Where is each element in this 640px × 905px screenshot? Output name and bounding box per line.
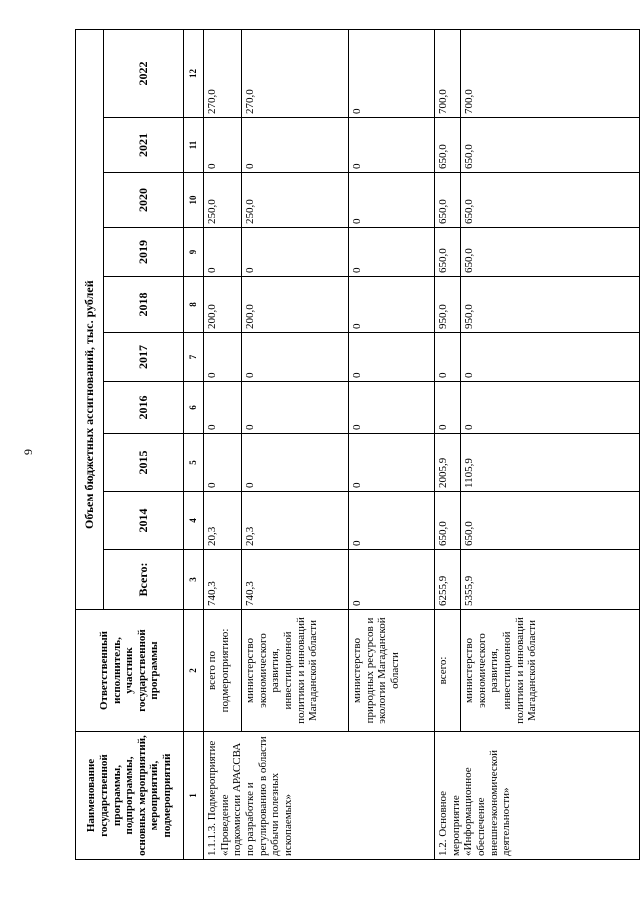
row-value: 0 xyxy=(349,228,435,277)
row-value: 0 xyxy=(435,382,461,434)
column-number: 8 xyxy=(184,277,204,333)
header-year: 2018 xyxy=(104,277,184,333)
column-number: 1 xyxy=(184,732,204,860)
row-value: 0 xyxy=(204,333,242,382)
row-value: 200,0 xyxy=(204,277,242,333)
row-executor: всего: xyxy=(435,610,461,732)
row-value: 650,0 xyxy=(461,492,640,550)
header-year: 2021 xyxy=(104,118,184,173)
row-value: 650,0 xyxy=(461,118,640,173)
column-number: 7 xyxy=(184,333,204,382)
column-number: 4 xyxy=(184,492,204,550)
row-value: 650,0 xyxy=(435,173,461,228)
column-number: 2 xyxy=(184,610,204,732)
row-executor: министерство экономического развития, инвестиционной политики и инноваций Магаданской области xyxy=(242,610,349,732)
row-value: 20,3 xyxy=(204,492,242,550)
row-value: 0 xyxy=(349,434,435,492)
row-value: 700,0 xyxy=(435,29,461,117)
header-year: 2022 xyxy=(104,29,184,117)
row-value: 0 xyxy=(204,434,242,492)
row-value: 0 xyxy=(435,333,461,382)
header-year: 2019 xyxy=(104,228,184,277)
row-value: 6255,9 xyxy=(435,550,461,610)
header-executor: Ответственный исполнитель, участник государственной программы xyxy=(76,610,184,732)
row-name: 1.1.1.3. Подмероприятие «Проведение подкомиссии АРАССВА по разработке и регулированию в области добычи полезных ископаемых» xyxy=(204,732,435,860)
column-number: 9 xyxy=(184,228,204,277)
header-name: Наименование государственной программы, подпрограммы, основных мероприятий, мероприятий, подмероприятий xyxy=(76,732,184,860)
table-row xyxy=(435,29,461,859)
row-name: 1.2. Основное мероприятие «Информационное обеспечение внешнеэкономической деятельности» xyxy=(435,732,640,860)
row-value: 650,0 xyxy=(461,173,640,228)
row-executor: министерство экономического развития, инвестиционной политики и инноваций Магаданской области xyxy=(461,610,640,732)
row-value: 0 xyxy=(349,550,435,610)
row-value: 0 xyxy=(349,118,435,173)
page-number: 9 xyxy=(21,449,35,455)
budget-table xyxy=(75,29,640,860)
row-value: 270,0 xyxy=(242,29,349,117)
row-value: 250,0 xyxy=(242,173,349,228)
row-value: 0 xyxy=(461,333,640,382)
header-year: 2015 xyxy=(104,434,184,492)
header-year: 2020 xyxy=(104,173,184,228)
column-number: 11 xyxy=(184,118,204,173)
row-value: 0 xyxy=(242,228,349,277)
row-value: 0 xyxy=(242,333,349,382)
row-value: 0 xyxy=(349,173,435,228)
row-value: 950,0 xyxy=(435,277,461,333)
row-value: 0 xyxy=(242,382,349,434)
row-value: 650,0 xyxy=(435,118,461,173)
column-number: 10 xyxy=(184,173,204,228)
header-year: 2017 xyxy=(104,333,184,382)
row-value: 2005,9 xyxy=(435,434,461,492)
row-value: 700,0 xyxy=(461,29,640,117)
header-row-1 xyxy=(76,29,104,859)
row-value: 270,0 xyxy=(204,29,242,117)
row-value: 0 xyxy=(349,333,435,382)
row-value: 0 xyxy=(204,118,242,173)
row-value: 0 xyxy=(349,382,435,434)
rotated-table-container xyxy=(75,30,640,860)
row-value: 650,0 xyxy=(461,228,640,277)
header-year: 2014 xyxy=(104,492,184,550)
row-executor: министерство природных ресурсов и экологии Магаданской области xyxy=(349,610,435,732)
row-value: 0 xyxy=(242,434,349,492)
row-value: 20,3 xyxy=(242,492,349,550)
column-number: 5 xyxy=(184,434,204,492)
row-value: 1105,9 xyxy=(461,434,640,492)
row-value: 0 xyxy=(242,118,349,173)
row-value: 5355,9 xyxy=(461,550,640,610)
row-value: 0 xyxy=(349,29,435,117)
row-value: 0 xyxy=(349,492,435,550)
row-value: 0 xyxy=(461,382,640,434)
row-value: 650,0 xyxy=(435,492,461,550)
row-value: 740,3 xyxy=(204,550,242,610)
row-value: 740,3 xyxy=(242,550,349,610)
header-year: 2016 xyxy=(104,382,184,434)
row-value: 0 xyxy=(349,277,435,333)
row-value: 250,0 xyxy=(204,173,242,228)
column-number-row xyxy=(184,29,204,859)
row-value: 950,0 xyxy=(461,277,640,333)
header-total: Всего: xyxy=(104,550,184,610)
row-value: 0 xyxy=(204,382,242,434)
column-number: 6 xyxy=(184,382,204,434)
table-row xyxy=(204,29,242,859)
row-value: 0 xyxy=(204,228,242,277)
header-volume: Объем бюджетных ассигнований, тыс. рублей xyxy=(76,29,104,609)
column-number: 12 xyxy=(184,29,204,117)
row-executor: всего по подмероприятию: xyxy=(204,610,242,732)
column-number: 3 xyxy=(184,550,204,610)
row-value: 650,0 xyxy=(435,228,461,277)
row-value: 200,0 xyxy=(242,277,349,333)
